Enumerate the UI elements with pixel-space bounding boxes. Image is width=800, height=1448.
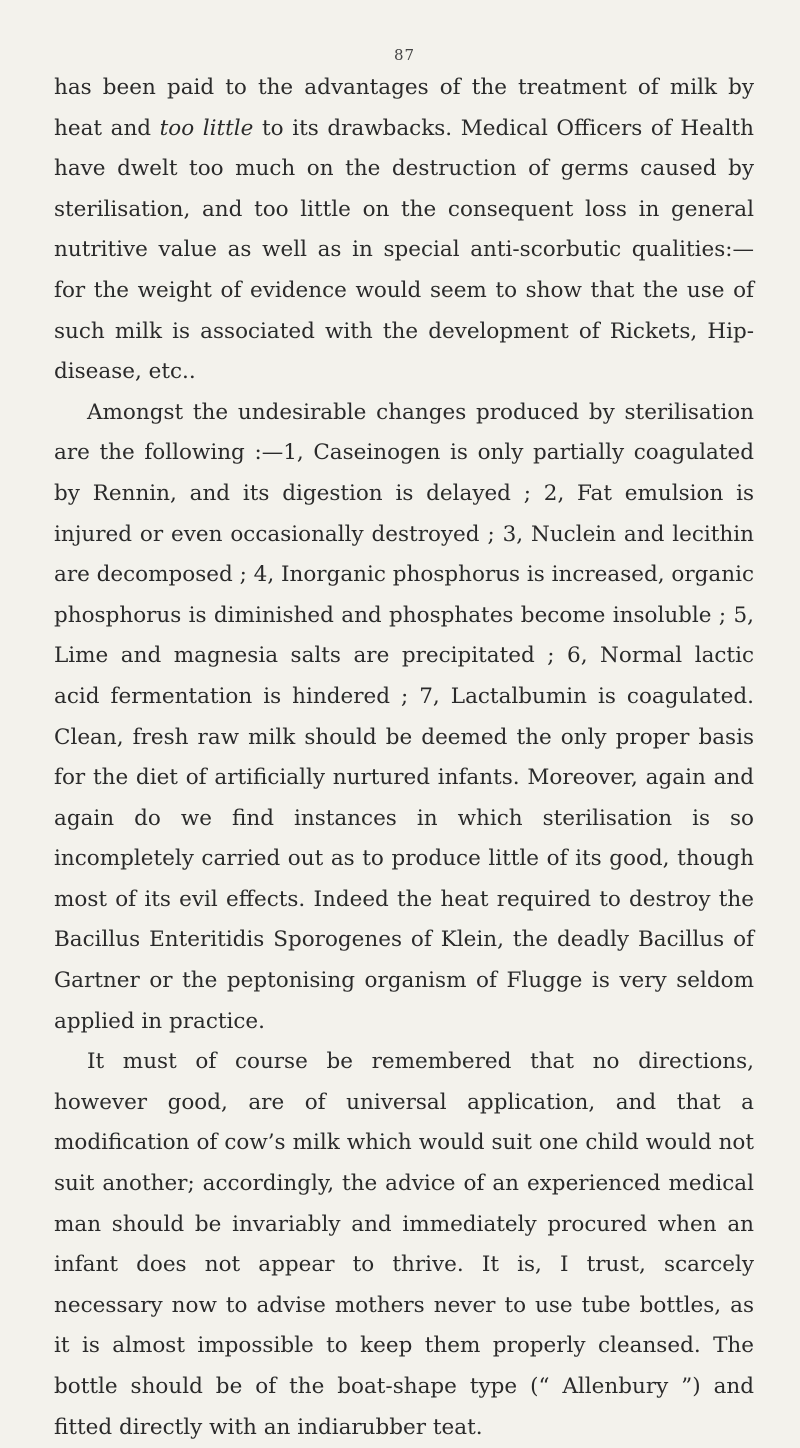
paragraph-1-text-after: to its drawbacks. Medical Officers of Health have dwelt too much on the destruction of germs caused by sterilisation, and too little on the consequent loss in general nutritive value as well as in special anti-scorbutic qualities:—for the weight of evidence would seem to show that the use of such milk is associated with the development of Rickets, Hip-disease, etc.. [54, 115, 755, 385]
paragraph-1-emphasis: too little [159, 115, 254, 141]
paragraph-2: Amongst the undesirable changes produced by sterilisation are the following :—1, Caseinogen is only partially coagulated by Rennin, and its digestion is delayed ; 2, Fat emulsion is injured or even occasionally destroyed ; 3, Nuclein and lecithin are decomposed ; 4, Inorganic phosphorus is increased, organic phosphorus is diminished and phosphates become insoluble ; 5, Lime and magnesia salts are precipitated ; 6, Normal lactic acid fermentation is hindered ; 7, Lactalbumin is coagulated. Clean, fresh raw milk should be deemed the only proper basis for the diet of artificially nurtured infants. Moreover, again and again do we find instances in which sterilisation is so incompletely carried out as to produce little of its good, though most of its evil effects. Indeed the heat required to destroy the Bacillus Enteritidis Sporogenes of Klein, the deadly Bacillus of Gartner or the peptonising organism of Flugge is very seldom applied in practice. [54, 399, 754, 1034]
body-text [54, 68, 754, 1448]
paragraph-3: It must of course be remembered that no directions, however good, are of universal application, and that a modification of cow’s milk which would suit one child would not suit another; accordingly, the advice of an experienced medical man should be invariably and immediately procured when an infant does not appear to thrive. It is, I trust, scarcely necessary now to advise mothers never to use tube bottles, as it is almost impossible to keep them properly cleansed. The bottle should be of the boat-shape type (“ Allenbury ”) and fitted directly with an indiarubber teat. [54, 1049, 754, 1440]
paragraph-1-text-before: has been paid to the advantages of the treatment of milk by heat and [54, 75, 754, 141]
paragraph-1 [54, 68, 754, 393]
page-number: 87 [394, 46, 416, 64]
